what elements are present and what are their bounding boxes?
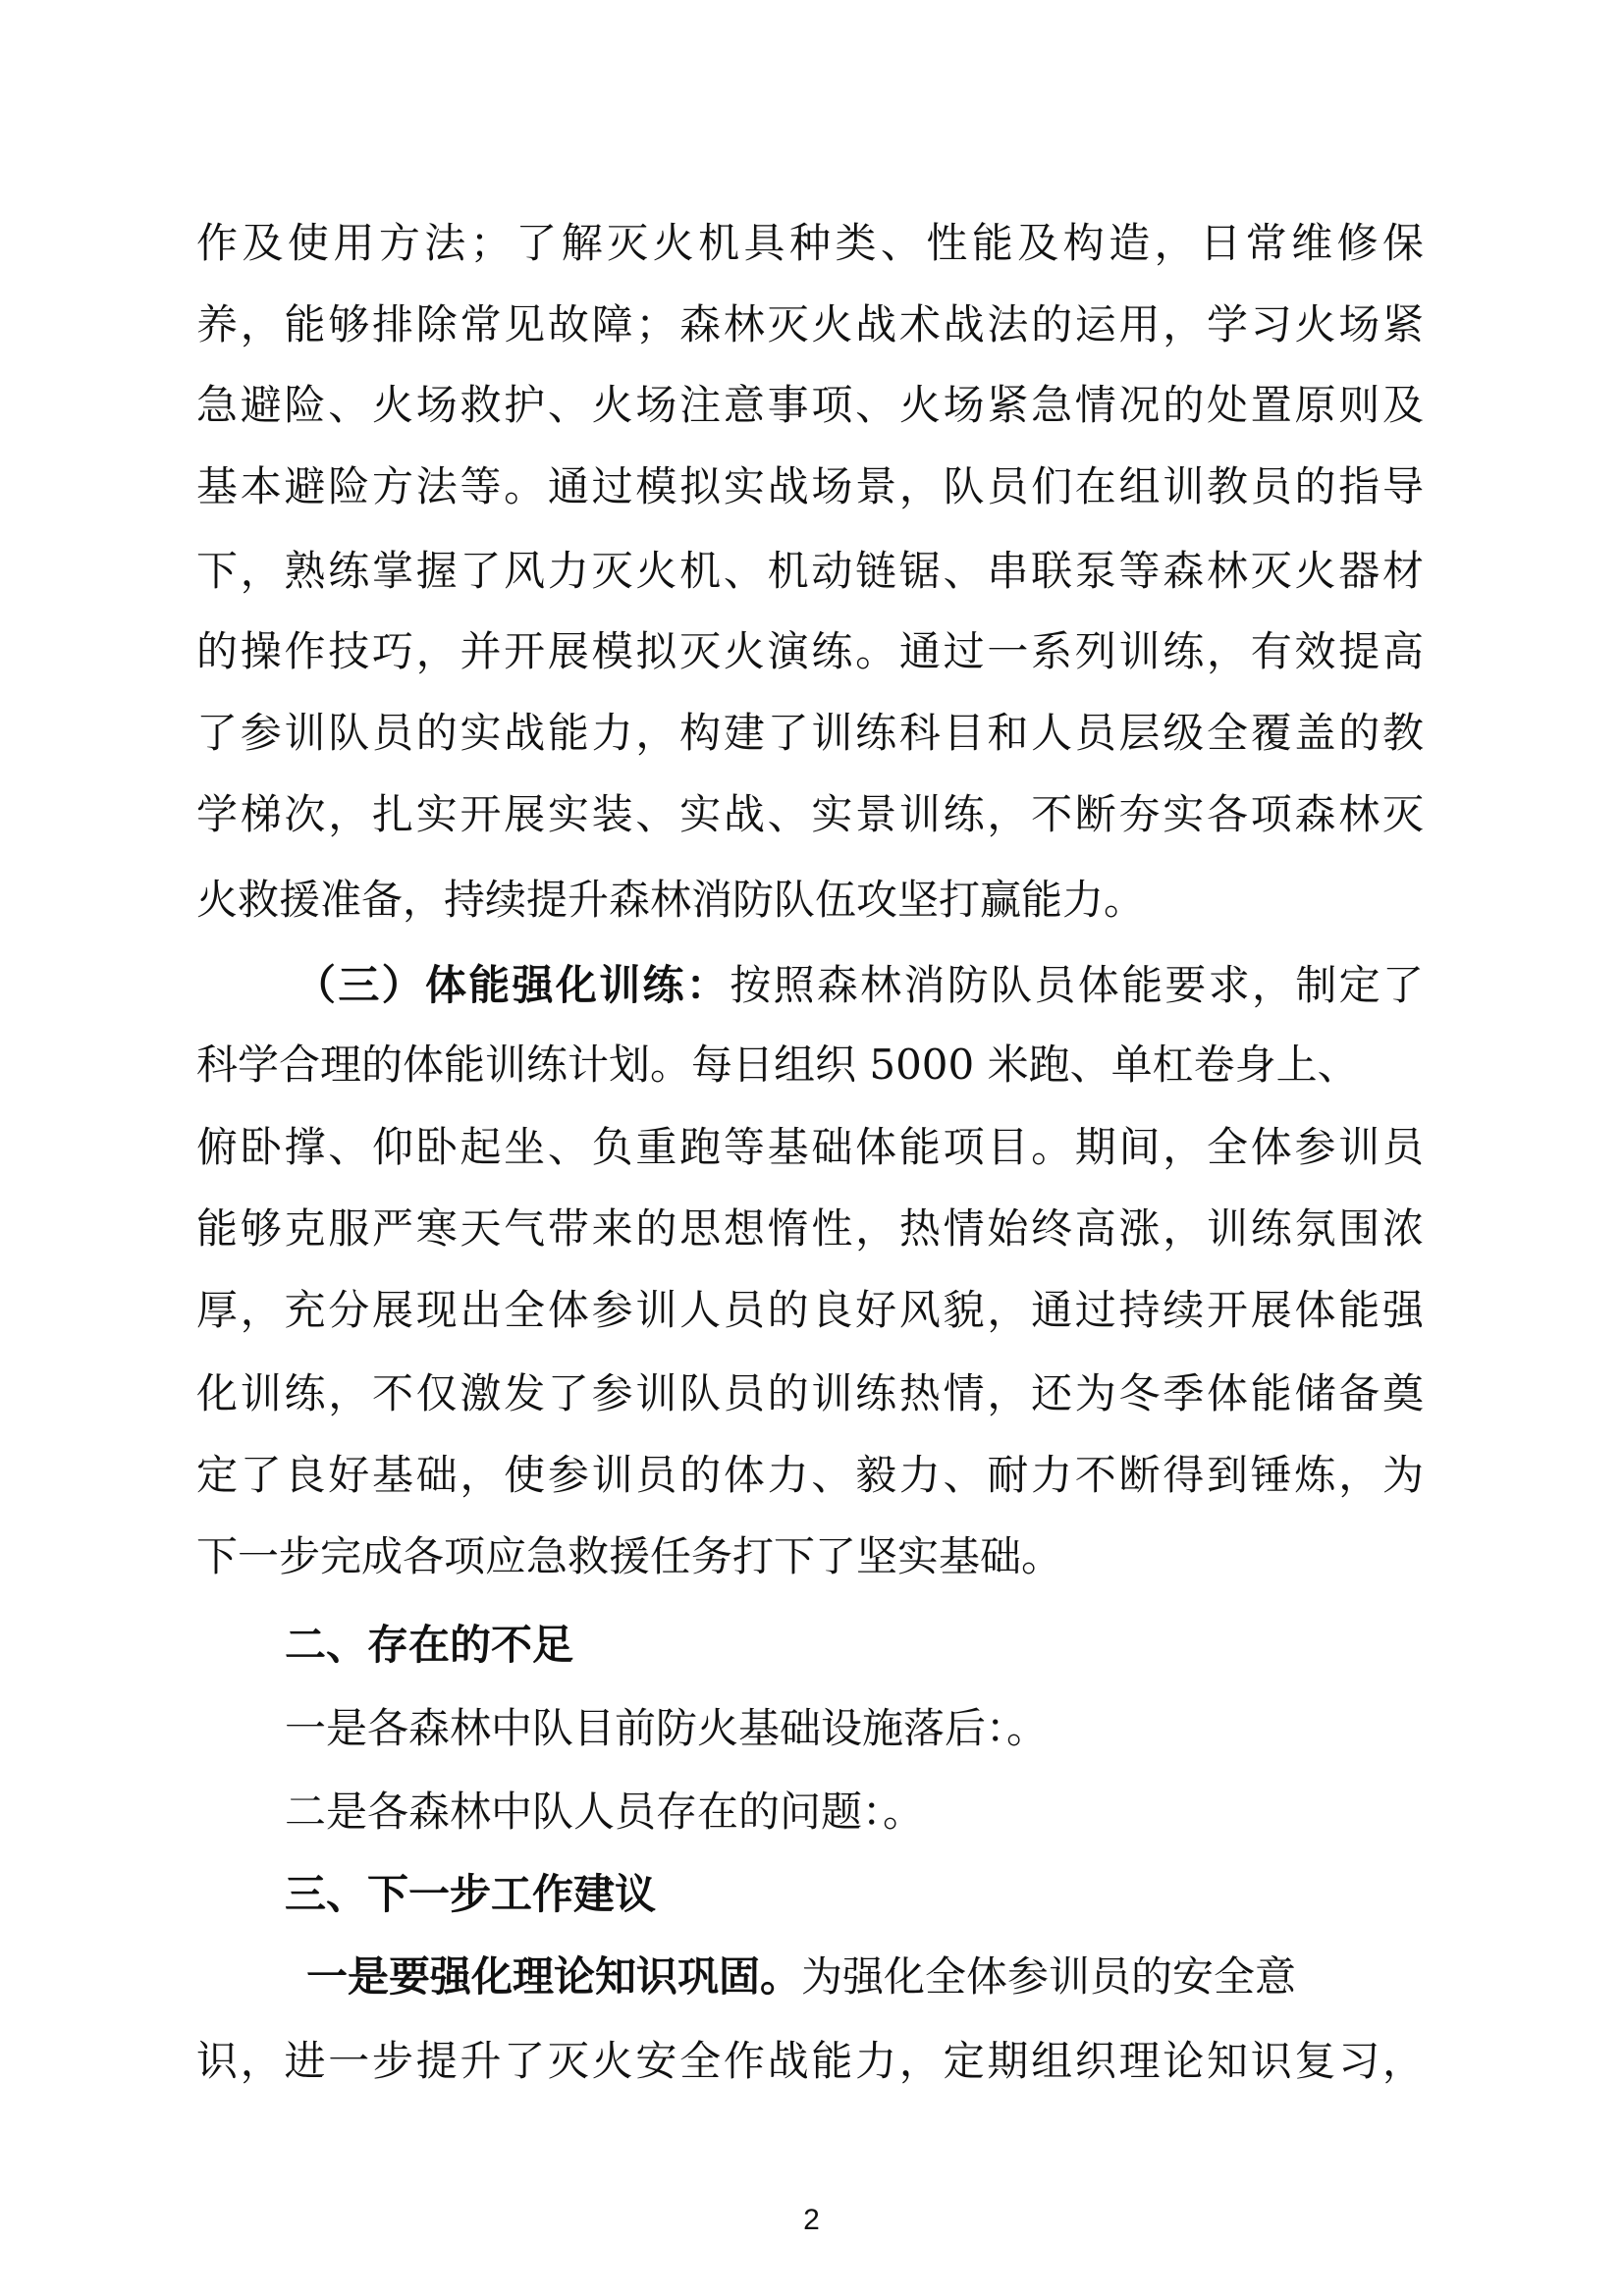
body-line: 化训练，不仅激发了参训队员的训练热情，还为冬季体能储备奠 [196,1369,1424,1417]
list-item: 二是各森林中队人员存在的问题：。 [285,1788,925,1836]
body-line: 定了良好基础，使参训员的体力、毅力、耐力不断得到锤炼，为 [196,1451,1424,1499]
body-line: 识，进一步提升了灭火安全作战能力，定期组织理论知识复习， [196,2037,1424,2085]
suggestion-first-line [306,1952,1386,2002]
body-line: 的操作技巧，并开展模拟灭火演练。通过一系列训练，有效提高 [196,627,1424,675]
body-line: 学梯次，扎实开展实装、实战、实景训练，不断夯实各项森林灭 [196,790,1424,838]
section-heading: 三、下一步工作建议 [285,1870,657,1918]
body-line: 下，熟练掌握了风力灭火机、机动链锯、串联泵等森林灭火器材 [196,547,1424,595]
body-line: 厚，充分展现出全体参训人员的良好风貌，通过持续开展体能强 [196,1286,1424,1334]
body-line: 俯卧撑、仰卧起坐、负重跑等基础体能项目。期间，全体参训员 [196,1123,1424,1171]
page-number: 2 [803,2204,820,2236]
body-line: 下一步完成各项应急救援任务打下了坚实基础。 [196,1532,1063,1580]
body-line: 科学合理的体能训练计划。每日组织 5000 米跑、单杠卷身上、 [196,1041,1359,1089]
subsection-heading: （三）体能强化训练： [295,961,730,1009]
body-line: 基本避险方法等。通过模拟实战场景，队员们在组训教员的指导 [196,462,1424,510]
suggestion-heading: 一是要强化理论知识巩固。 [306,1952,802,2001]
body-text: 按照森林消防队员体能要求，制定了 [730,961,1424,1009]
body-line: 了参训队员的实战能力，构建了训练科目和人员层级全覆盖的教 [196,709,1424,757]
body-line: 急避险、火场救护、火场注意事项、火场紧急情况的处置原则及 [196,381,1424,429]
body-line: 火救援准备，持续提升森林消防队伍攻坚打赢能力。 [196,876,1146,924]
list-item: 一是各森林中队目前防火基础设施落后：。 [285,1704,1049,1752]
subsection-first-line [295,961,1424,1010]
body-line: 作及使用方法；了解灭火机具种类、性能及构造，日常维修保 [196,219,1424,267]
section-heading: 二、存在的不足 [285,1621,574,1669]
body-text: 为强化全体参训员的安全意 [801,1952,1297,2001]
body-line: 养，能够排除常见故障；森林灭火战术战法的运用，学习火场紧 [196,300,1424,348]
body-line: 能够克服严寒天气带来的思想惰性，热情始终高涨，训练氛围浓 [196,1204,1424,1253]
